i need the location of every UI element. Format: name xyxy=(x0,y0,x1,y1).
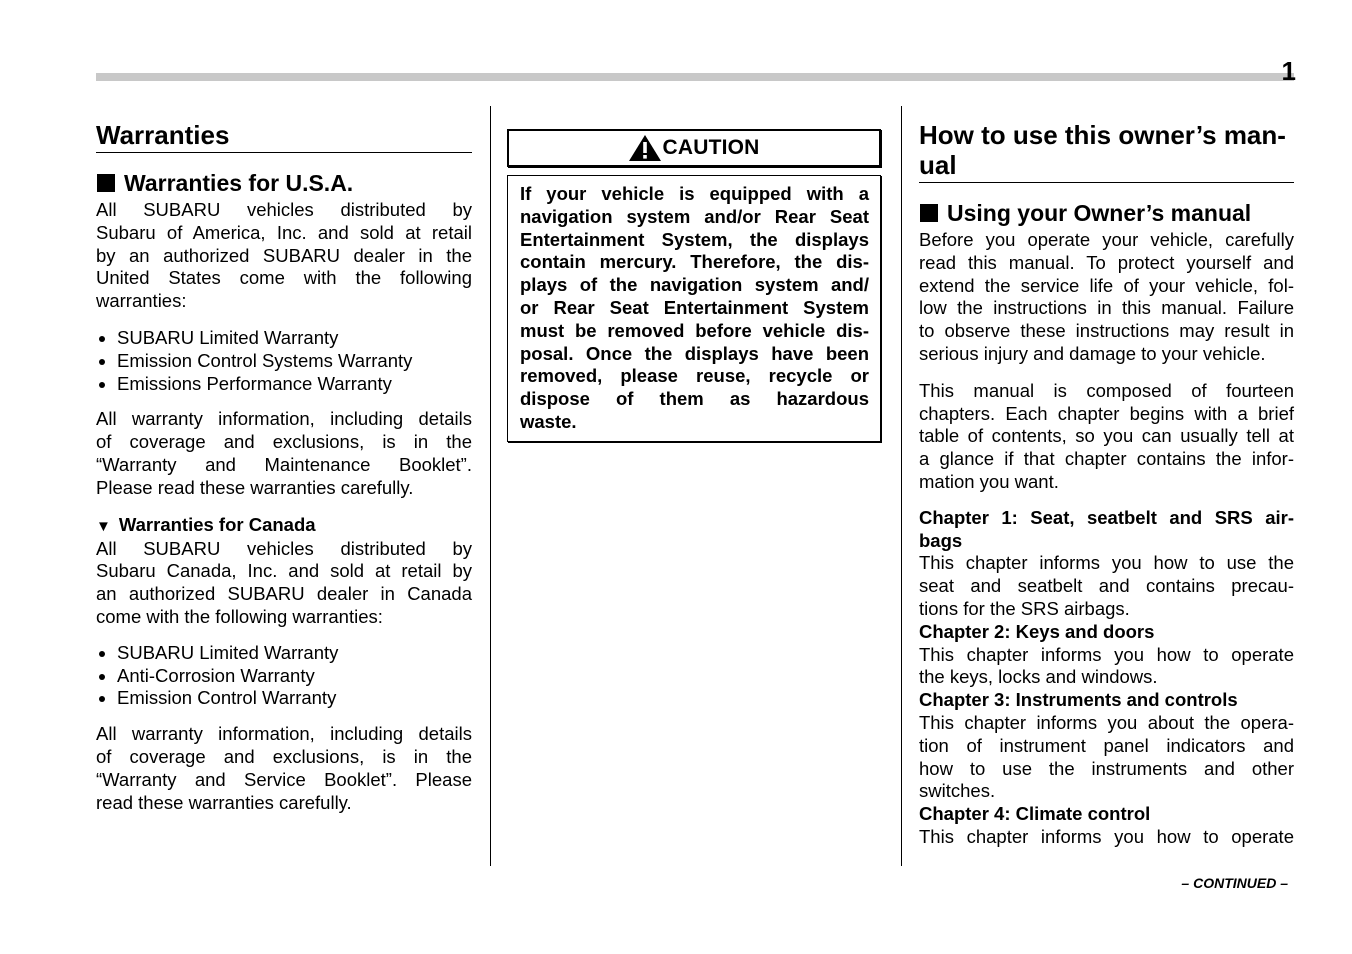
column-warranties xyxy=(96,120,472,814)
text-line: extend the service life of your vehicle, fol- xyxy=(919,274,1294,296)
text-line: navigation system and/or Rear Seat xyxy=(520,205,869,227)
caution-body xyxy=(507,175,881,442)
text-line: chapters. Each chapter begins with a brief xyxy=(919,402,1294,424)
column-caution xyxy=(507,129,881,442)
canada-warranty-list xyxy=(96,642,472,710)
caution-label: CAUTION xyxy=(662,135,760,159)
page-number: 1 xyxy=(1281,56,1296,86)
list-item: SUBARU Limited Warranty xyxy=(96,327,472,350)
text-line: read this manual. To protect yourself and xyxy=(919,251,1294,273)
list-item: SUBARU Limited Warranty xyxy=(96,642,472,665)
heading-text: Using your Owner’s manual xyxy=(947,200,1252,226)
composition-paragraph xyxy=(919,380,1294,494)
text-line: This manual is composed of fourteen xyxy=(919,379,1294,401)
text-line: This chapter informs you how to operate xyxy=(919,643,1294,665)
text-line: read these warranties carefully. xyxy=(96,791,352,813)
text-line: This chapter informs you how to use the xyxy=(919,552,1294,574)
column-divider-right xyxy=(901,106,902,866)
text-line: by an authorized SUBARU dealer in the xyxy=(96,244,472,266)
text-line: of coverage and exclusions, is in the xyxy=(96,431,472,453)
warning-triangle-icon xyxy=(628,134,662,162)
text-line: tions for the SRS airbags. xyxy=(919,597,1130,619)
text-line: Before you operate your vehicle, carefully xyxy=(919,229,1294,250)
text-line: mation you want. xyxy=(919,470,1059,492)
text-line: of coverage and exclusions, is in the xyxy=(96,745,472,767)
chapter-title: Chapter 3: Instruments and controls xyxy=(919,689,1238,711)
chapter-title: bags xyxy=(919,529,963,551)
text-line: must be removed before vehicle dis- xyxy=(520,319,869,341)
heading-text: Warranties for U.S.A. xyxy=(124,170,354,196)
text-line: “Warranty and Service Booklet”. Please xyxy=(96,768,472,790)
text-line: Subaru Canada, Inc. and sold at retail by xyxy=(96,560,472,582)
text-line: how to use the instruments and other xyxy=(919,757,1294,779)
text-line: All SUBARU vehicles distributed by xyxy=(96,537,472,559)
text-line: All warranty information, including details xyxy=(96,408,472,430)
heading-text: Warranties for Canada xyxy=(118,513,316,535)
text-line: warranties: xyxy=(96,290,187,312)
caution-header xyxy=(507,129,881,167)
heading-warranties-usa xyxy=(96,169,472,197)
text-line: This chapter informs you about the opera- xyxy=(919,711,1294,733)
text-line: dispose of them as hazardous xyxy=(520,388,869,410)
text-line: plays of the navigation system and/ xyxy=(520,274,869,296)
text-line: serious injury and damage to your vehicle. xyxy=(919,342,1266,364)
text-line: All warranty information, including details xyxy=(96,723,472,745)
intro-paragraph xyxy=(919,229,1294,366)
text-line: Entertainment System, the displays xyxy=(520,228,869,250)
list-item: Emission Control Systems Warranty xyxy=(96,350,472,373)
canada-outro-paragraph xyxy=(96,723,472,814)
section-title-warranties: Warranties xyxy=(96,120,472,153)
section-title-how-to-use xyxy=(919,120,1294,183)
usa-intro-paragraph xyxy=(96,199,472,313)
text-line: switches. xyxy=(919,780,996,802)
usa-warranty-list xyxy=(96,327,472,395)
text-line: This chapter informs you how to operate xyxy=(919,825,1294,847)
square-bullet-icon xyxy=(97,174,115,192)
text-line: come with the following warranties: xyxy=(96,605,383,627)
chapter-2 xyxy=(919,621,1294,689)
text-line: Subaru of America, Inc. and sold at retail xyxy=(96,221,472,243)
text-line: an authorized SUBARU dealer in Canada xyxy=(96,583,472,605)
canada-intro-paragraph xyxy=(96,538,472,629)
column-how-to-use xyxy=(919,120,1294,849)
usa-outro-paragraph xyxy=(96,408,472,499)
heading-warranties-canada xyxy=(96,514,472,538)
text-line: or Rear Seat Entertainment System xyxy=(520,296,869,318)
list-item: Emission Control Warranty xyxy=(96,687,472,710)
text-line: removed, please reuse, recycle or xyxy=(520,365,869,387)
list-item: Anti-Corrosion Warranty xyxy=(96,665,472,688)
text-line: low the instructions in this manual. Failure xyxy=(919,297,1294,319)
heading-using-owners-manual xyxy=(919,199,1294,227)
title-line: ual xyxy=(919,150,957,180)
list-item: Emissions Performance Warranty xyxy=(96,373,472,396)
header-rule xyxy=(96,73,1294,81)
text-line: All SUBARU vehicles distributed by xyxy=(96,199,472,220)
chapter-title: Chapter 4: Climate control xyxy=(919,803,1151,825)
chapter-3 xyxy=(919,689,1294,803)
continued-label: – CONTINUED – xyxy=(1181,875,1288,891)
text-line: Please read these warranties carefully. xyxy=(96,476,414,498)
text-line: a glance if that chapter contains the infor- xyxy=(919,448,1294,470)
chapter-1 xyxy=(919,507,1294,621)
text-line: If your vehicle is equipped with a xyxy=(520,183,869,204)
chapter-title: Chapter 1: Seat, seatbelt and SRS air- xyxy=(919,506,1294,528)
column-divider-left xyxy=(490,106,491,866)
chapter-title: Chapter 2: Keys and doors xyxy=(919,620,1155,642)
square-bullet-icon xyxy=(920,204,938,222)
chapter-4 xyxy=(919,803,1294,849)
text-line: to observe these instructions may result in xyxy=(919,320,1294,342)
title-line: How to use this owner’s man- xyxy=(919,120,1286,150)
text-line: waste. xyxy=(520,410,577,432)
text-line: table of contents, so you can usually tell at xyxy=(919,425,1294,447)
text-line: tion of instrument panel indicators and xyxy=(919,734,1294,756)
text-line: “Warranty and Maintenance Booklet”. xyxy=(96,453,472,475)
triangle-bullet-icon: ▼ xyxy=(96,517,111,535)
text-line: contain mercury. Therefore, the dis- xyxy=(520,251,869,273)
text-line: posal. Once the displays have been xyxy=(520,342,869,364)
text-line: seat and seatbelt and contains precau- xyxy=(919,575,1294,597)
text-line: United States come with the following xyxy=(96,267,472,289)
text-line: the keys, locks and windows. xyxy=(919,666,1158,688)
